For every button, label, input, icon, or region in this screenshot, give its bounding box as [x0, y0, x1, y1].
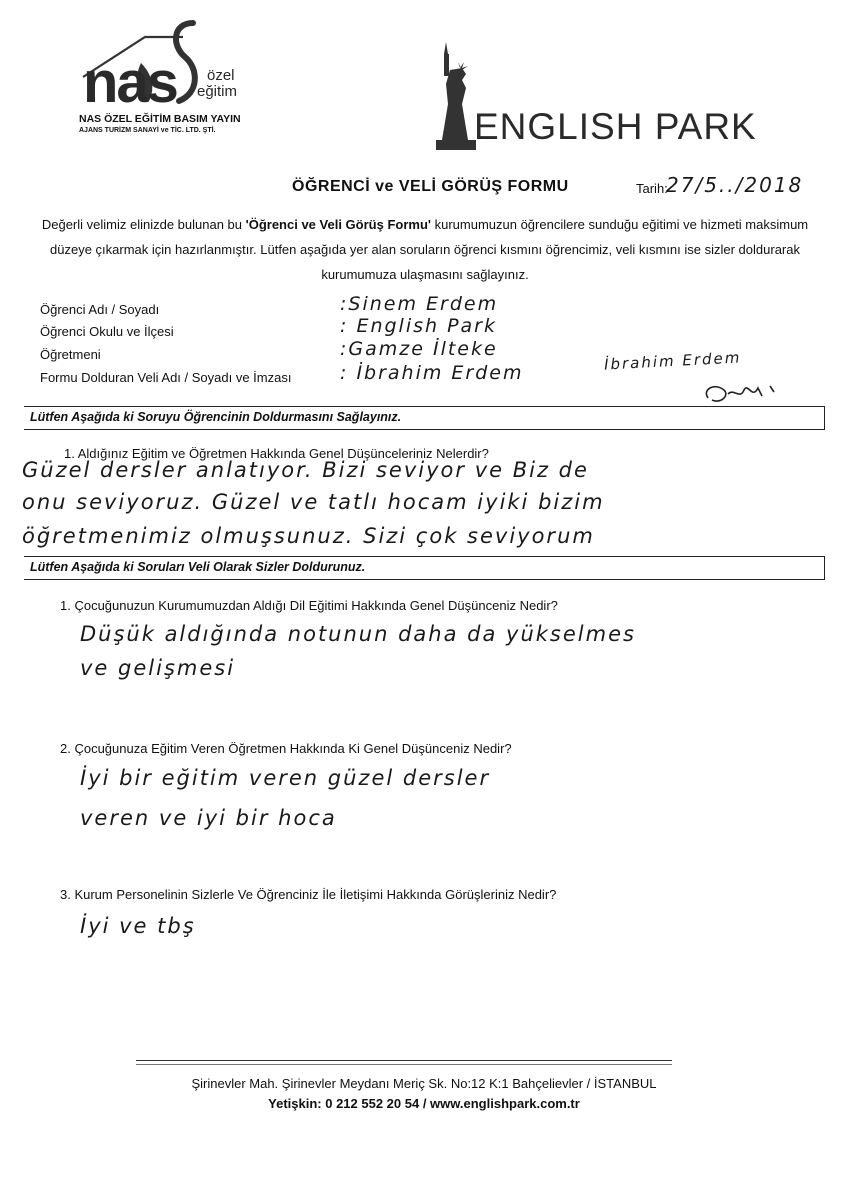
parent-question-1: 1. Çocuğunuzun Kurumumuzdan Aldığı Dil Eğitimi Hakkında Genel Düşünceniz Nedir? [60, 598, 558, 613]
student-section-heading: Lütfen Aşağıda ki Soruyu Öğrencinin Doldurmasını Sağlayınız. [30, 410, 402, 424]
parent-question-3: 3. Kurum Personelinin Sizlerle Ve Öğrenciniz İle İletişimi Hakkında Görüşleriniz Nedir? [60, 887, 557, 902]
date-label: Tarih: [636, 181, 668, 196]
nas-company-sub: AJANS TURİZM SANAYİ ve TİC. LTD. ŞTİ. [79, 127, 216, 134]
student-answer-line-3: öğretmenimiz olmuşsunuz. Sizi çok seviyorum [22, 524, 595, 548]
student-answer-line-2: onu seviyoruz. Güzel ve tatlı hocam iyiki bizim [22, 490, 605, 514]
footer-address: Şirinevler Mah. Şirinevler Meydanı Meriç Sk. No:12 K:1 Bahçelievler / İSTANBUL [191, 1076, 657, 1091]
parent-answer-1-line-1: Düşük aldığında notunun daha da yükselmes [80, 622, 636, 646]
intro-pre: Değerli velimiz elinizde bulunan bu [41, 217, 246, 232]
student-answer-line-1: Güzel dersler anlatıyor. Bizi seviyor ve Biz de [22, 458, 589, 482]
field-label-parent: Formu Dolduran Veli Adı / Soyadı ve İmzası [40, 370, 292, 385]
date-value: 27/5../2018 [666, 173, 804, 197]
parent-answer-3-line-1: İyi ve tbş [80, 914, 196, 938]
english-park-logo [432, 40, 772, 152]
field-value-teacher: :Gamze İlteke [340, 338, 498, 360]
footer-divider [136, 1060, 672, 1061]
student-section-header [24, 406, 825, 430]
nas-sub1: özel [207, 67, 235, 84]
parent-answer-2-line-2: veren ve iyi bir hoca [80, 806, 337, 830]
field-label-school: Öğrenci Okulu ve İlçesi [40, 324, 174, 339]
student-question-1: 1. Aldığınız Eğitim ve Öğretmen Hakkında Genel Düşünceleriniz Nelerdir? [64, 446, 489, 461]
field-value-parent: : İbrahim Erdem [340, 362, 524, 384]
parent-section-header [24, 556, 825, 580]
nas-mark: nas [83, 50, 177, 115]
footer-divider-thin [136, 1064, 672, 1065]
nas-logo [75, 15, 250, 150]
parent-section-heading: Lütfen Aşağıda ki Soruları Veli Olarak Sizler Doldurunuz. [30, 560, 366, 574]
field-label-student-name: Öğrenci Adı / Soyadı [40, 302, 160, 317]
intro-bold: 'Öğrenci ve Veli Görüş Formu' [245, 217, 431, 232]
footer-contact: Yetişkin: 0 212 552 20 54 / www.englishpark.com.tr [268, 1096, 580, 1111]
intro-post: kurumumuzun öğrencilere sunduğu eğitimi ve hizmeti maksimum düzeye çıkarmak için hazırlanmıştır. Lütfen aşağıda yer alan soruların öğrenci kısmını öğrencimiz, veli kısmını ise sizler doldurarak kurumumuza ulaşmasını sağlayınız. [50, 217, 809, 282]
parent-question-2: 2. Çocuğunuza Eğitim Veren Öğretmen Hakkında Ki Genel Düşünceniz Nedir? [60, 741, 512, 756]
intro-paragraph [30, 212, 820, 287]
parent-signature-text: İbrahim Erdem [603, 348, 742, 374]
form-title: ÖĞRENCİ ve VELİ GÖRÜŞ FORMU [292, 178, 569, 195]
nas-sub2: eğitim [197, 83, 238, 100]
field-value-school: : English Park [340, 315, 498, 337]
signature-scribble-icon [700, 370, 790, 410]
english-park-wordmark: ENGLISH PARK [474, 106, 757, 147]
field-value-student-name: :Sinem Erdem [340, 293, 499, 315]
nas-company: NAS ÖZEL EĞİTİM BASIM YAYIN [79, 113, 241, 125]
parent-answer-1-line-2: ve gelişmesi [80, 656, 236, 680]
parent-answer-2-line-1: İyi bir eğitim veren güzel dersler [80, 766, 491, 790]
field-label-teacher: Öğretmeni [40, 347, 101, 362]
